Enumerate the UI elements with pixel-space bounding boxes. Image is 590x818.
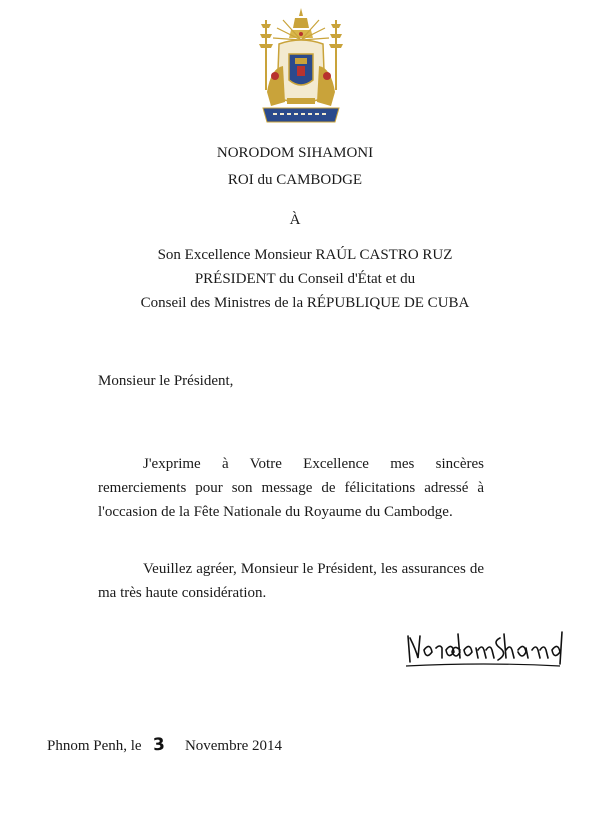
to-marker: À: [289, 212, 301, 228]
salutation: Monsieur le Président,: [98, 373, 234, 389]
handwritten-signature: [404, 628, 566, 670]
body-paragraph-2: Veuillez agréer, Monsieur le Président, les assurances de ma très haute considération.: [98, 561, 484, 601]
royal-coat-of-arms-icon: [253, 6, 349, 130]
date-place: Phnom Penh, le: [47, 738, 142, 754]
sender-name: NORODOM SIHAMONI: [216, 145, 374, 161]
date-line: [47, 735, 282, 755]
addressee-line-3: Conseil des Ministres de la RÉPUBLIQUE DE CUBA: [140, 295, 470, 311]
date-day-handwritten: 3: [152, 734, 166, 756]
body-paragraph-1: J'exprime à Votre Excellence mes sincères remerciements pour son message de félicitations adressé à l'occasion de la Fête Nationale du Royaume du Cambodge.: [98, 456, 484, 520]
addressee-block: [0, 243, 590, 315]
sender-title: ROI du CAMBODGE: [227, 172, 363, 188]
addressee-line-1: Son Excellence Monsieur RAÚL CASTRO RUZ: [157, 247, 453, 263]
addressee-line-2: PRÉSIDENT du Conseil d'État et du: [194, 271, 416, 287]
date-month-year: Novembre 2014: [184, 738, 282, 754]
